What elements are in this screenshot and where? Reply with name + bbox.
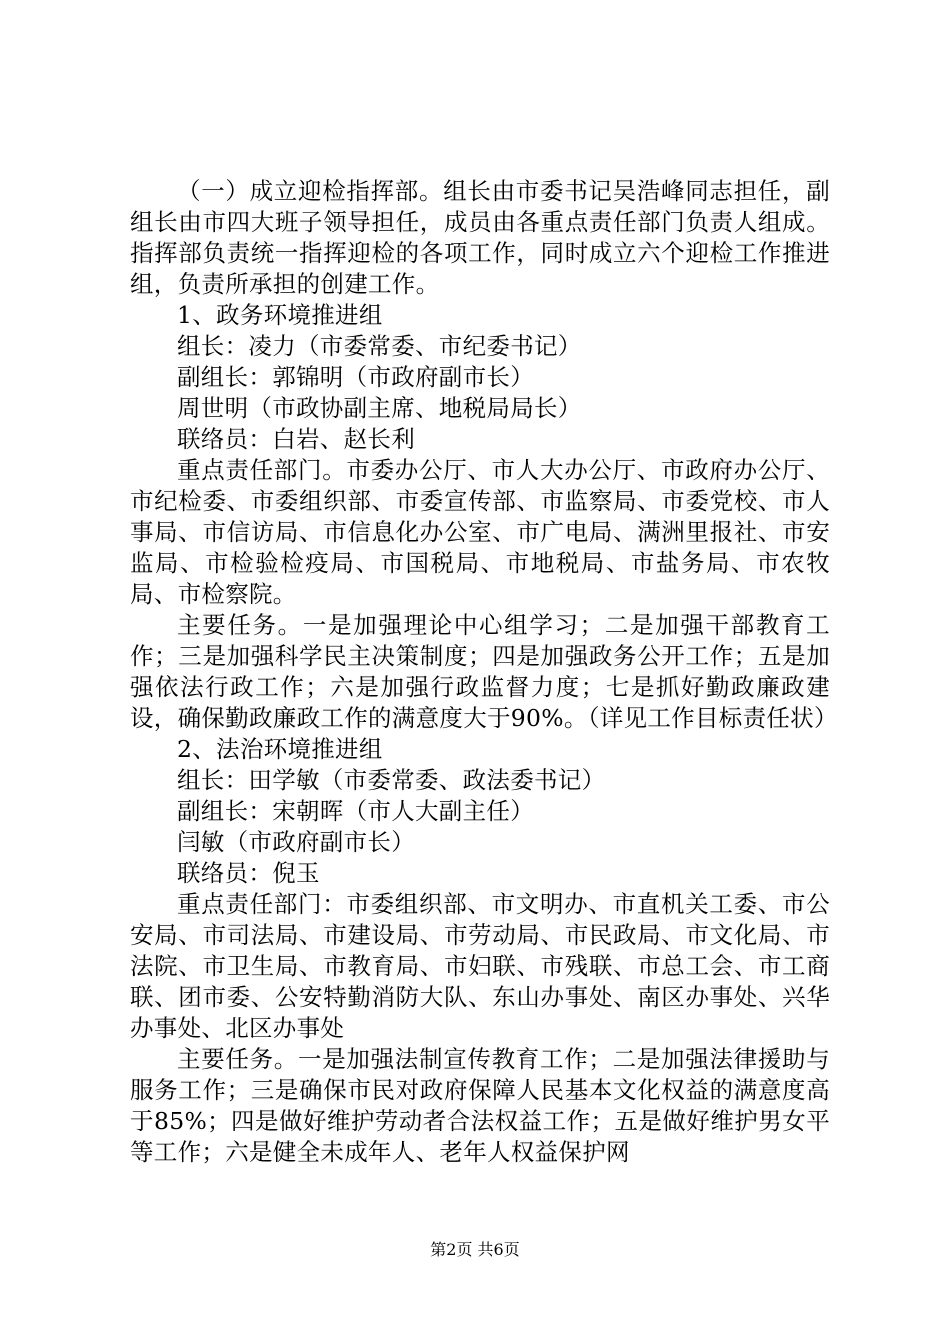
group-2-liaison: 联络员：倪玉 [177,859,320,887]
group-2-heading: 2、法治环境推进组 [177,735,383,763]
group-1-deputy-1: 副组长：郭锦明（市政府副市长） [177,363,534,391]
group-1-deputy-2: 周世明（市政协副主席、地税局局长） [177,394,582,422]
group-2-leader: 组长：田学敏（市委常委、政法委书记） [177,766,606,794]
group-2-deputy-1: 副组长：宋朝晖（市人大副主任） [177,797,534,825]
group-1-liaison: 联络员：白岩、赵长利 [177,425,415,453]
group-1-leader: 组长：凌力（市委常委、市纪委书记） [177,332,582,360]
page-number-label: 第2页 共6页 [430,1240,520,1259]
group-2-tasks: 主要任务。一是加强法制宣传教育工作；二是加强法律援助与服务工作；三是确保市民对政府保障人民基本文化权益的满意度高于85%；四是做好维护劳动者合法权益工作；五是做好维护男女平等工作；六是健全未成年人、老年人权益保护网 [130,1045,830,1166]
page-footer [0,1240,950,1260]
group-1-departments: 重点责任部门。市委办公厅、市人大办公厅、市政府办公厅、市纪检委、市委组织部、市委宣传部、市监察局、市委党校、市人事局、市信访局、市信息化办公室、市广电局、满洲里报社、市安监局、市检验检疫局、市国税局、市地税局、市盐务局、市农牧局、市检察院。 [130,456,830,608]
paragraph-command-center: （一）成立迎检指挥部。组长由市委书记吴浩峰同志担任，副组长由市四大班子领导担任，成员由各重点责任部门负责人组成。指挥部负责统一指挥迎检的各项工作，同时成立六个迎检工作推进组，负责所承担的创建工作。 [130,177,830,298]
group-2-deputy-2: 闫敏（市政府副市长） [177,828,415,856]
group-1-tasks: 主要任务。一是加强理论中心组学习；二是加强干部教育工作；三是加强科学民主决策制度；四是加强政务公开工作；五是加强依法行政工作；六是加强行政监督力度；七是抓好勤政廉政建设，确保勤政廉政工作的满意度大于90%。（详见工作目标责任状） [130,611,838,732]
document-body [130,176,838,1168]
group-1-heading: 1、政务环境推进组 [177,301,383,329]
group-2-departments: 重点责任部门：市委组织部、市文明办、市直机关工委、市公安局、市司法局、市建设局、市劳动局、市民政局、市文化局、市法院、市卫生局、市教育局、市妇联、市残联、市总工会、市工商联、团市委、公安特勤消防大队、东山办事处、南区办事处、兴华办事处、北区办事处 [130,890,830,1042]
